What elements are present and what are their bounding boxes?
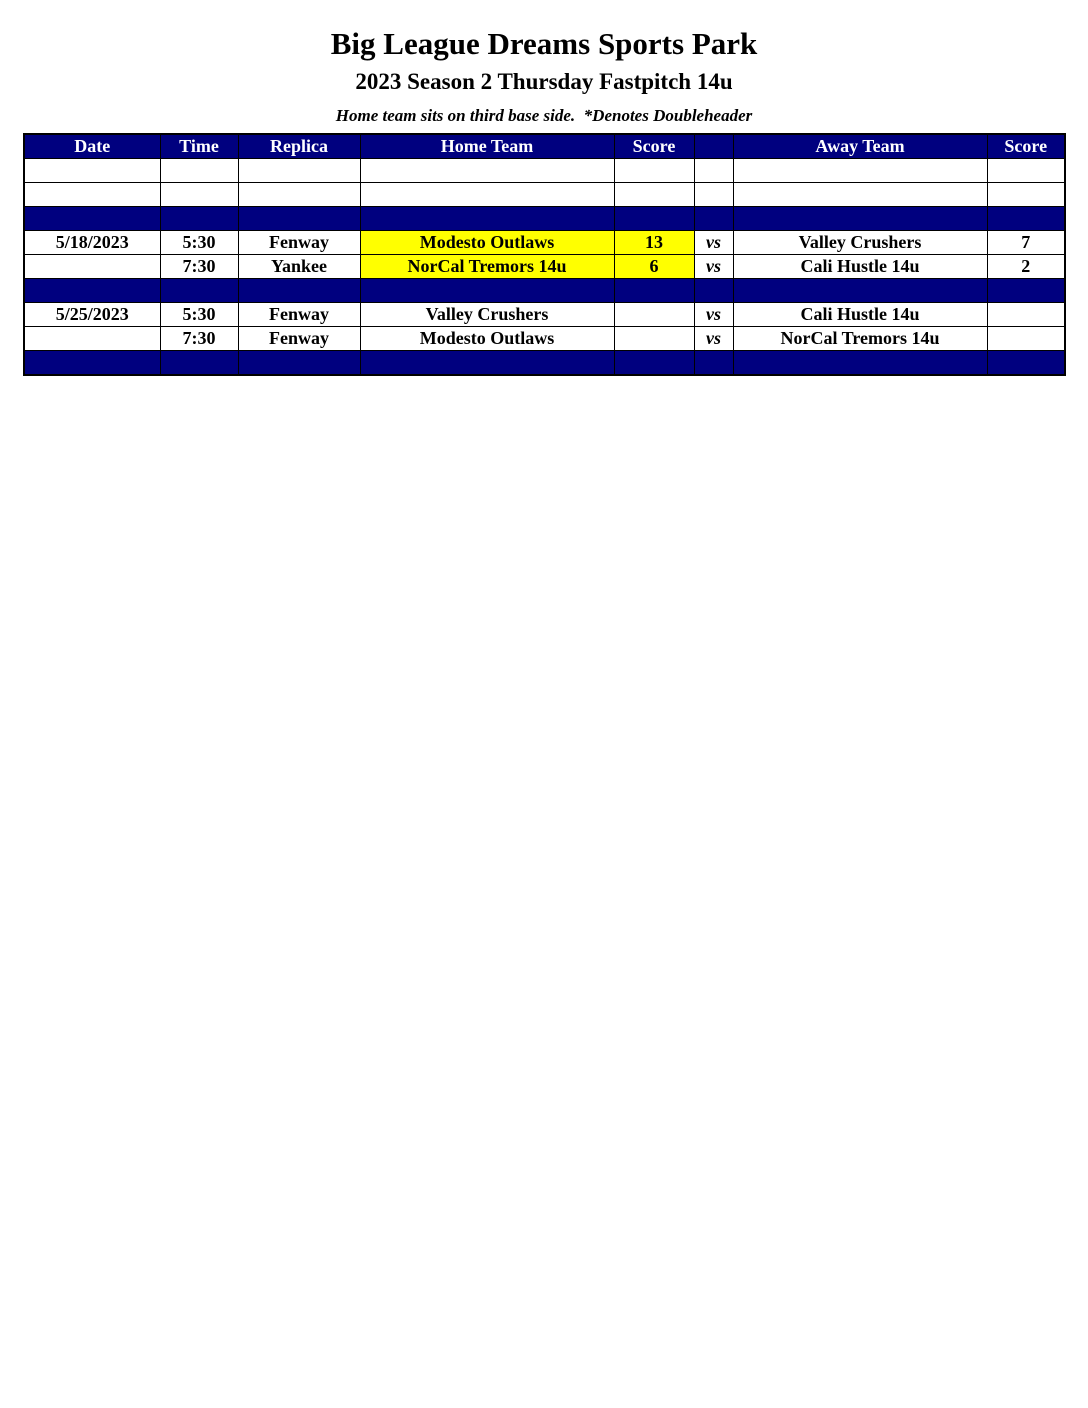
game-row <box>24 255 1065 279</box>
page-subtitle: 2023 Season 2 Thursday Fastpitch 14u <box>355 69 733 94</box>
away-team: Valley Crushers <box>733 231 987 255</box>
home-team: NorCal Tremors 14u <box>360 255 614 279</box>
game-time: 5:30 <box>160 231 238 255</box>
column-header-vs <box>694 134 733 159</box>
page-title: Big League Dreams Sports Park <box>330 26 758 61</box>
header-row <box>24 134 1065 159</box>
game-row <box>24 327 1065 351</box>
column-header-home-score: Score <box>614 134 694 159</box>
vs-label: vs <box>694 231 733 255</box>
column-header-away-score: Score <box>987 134 1065 159</box>
game-date: 5/25/2023 <box>24 303 160 327</box>
game-replica: Fenway <box>238 303 360 327</box>
column-header-replica: Replica <box>238 134 360 159</box>
away-score: 7 <box>987 231 1065 255</box>
game-time: 7:30 <box>160 255 238 279</box>
away-team: Cali Hustle 14u <box>733 303 987 327</box>
game-replica: Yankee <box>238 255 360 279</box>
empty-row <box>24 159 1065 183</box>
doubleheader-note: Home team sits on third base side. *Denotes Doubleheader <box>335 106 753 125</box>
home-team: Valley Crushers <box>360 303 614 327</box>
game-time: 5:30 <box>160 303 238 327</box>
game-date <box>24 255 160 279</box>
column-header-away-team: Away Team <box>733 134 987 159</box>
home-team: Modesto Outlaws <box>360 327 614 351</box>
vs-label: vs <box>694 303 733 327</box>
vs-label: vs <box>694 255 733 279</box>
separator-band <box>24 279 1065 303</box>
game-replica: Fenway <box>238 231 360 255</box>
away-team: NorCal Tremors 14u <box>733 327 987 351</box>
game-row <box>24 231 1065 255</box>
away-team: Cali Hustle 14u <box>733 255 987 279</box>
schedule-table <box>23 133 1066 376</box>
vs-label: vs <box>694 327 733 351</box>
column-header-date: Date <box>24 134 160 159</box>
home-score <box>614 327 694 351</box>
home-score <box>614 303 694 327</box>
game-date: 5/18/2023 <box>24 231 160 255</box>
game-date <box>24 327 160 351</box>
game-time: 7:30 <box>160 327 238 351</box>
game-row <box>24 303 1065 327</box>
home-score: 13 <box>614 231 694 255</box>
column-header-home-team: Home Team <box>360 134 614 159</box>
column-header-time: Time <box>160 134 238 159</box>
game-replica: Fenway <box>238 327 360 351</box>
home-team: Modesto Outlaws <box>360 231 614 255</box>
home-score: 6 <box>614 255 694 279</box>
separator-band <box>24 207 1065 231</box>
away-score <box>987 327 1065 351</box>
away-score <box>987 303 1065 327</box>
empty-row <box>24 183 1065 207</box>
separator-band <box>24 351 1065 376</box>
away-score: 2 <box>987 255 1065 279</box>
